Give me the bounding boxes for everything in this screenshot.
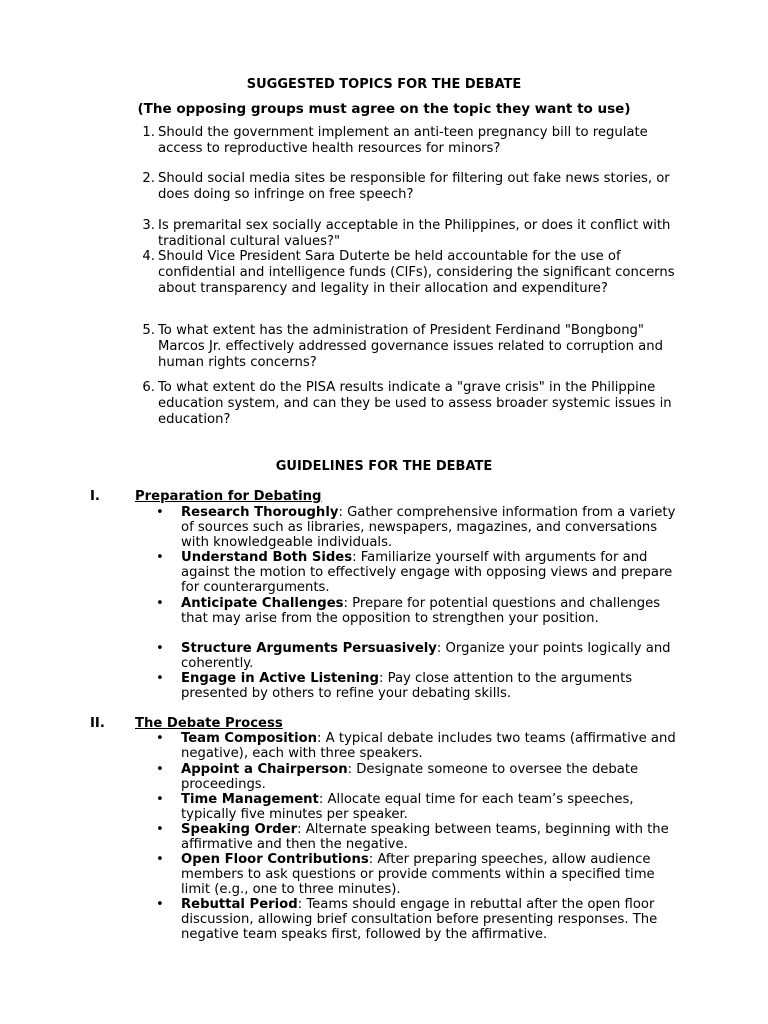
bullet-icon: • xyxy=(156,792,164,807)
page-title: SUGGESTED TOPICS FOR THE DEBATE xyxy=(246,77,522,92)
topic-text: To what extent has the administration of President Ferdinand "Bongbong" Marcos Jr. effectively addressed governance issues related to corruption and human rights concerns? xyxy=(158,323,663,370)
item-term: Research Thoroughly xyxy=(181,505,339,520)
item-term: Engage in Active Listening xyxy=(181,671,379,686)
item-description: : Teams should engage in rebuttal after the open floor discussion, allowing brief consultation before presenting responses. The negative team speaks first, followed by the affirmative. xyxy=(181,897,658,943)
item-description: : Pay close attention to the arguments presented by others to refine your debating skills. xyxy=(181,671,633,702)
topic-number: 2. xyxy=(142,171,155,186)
item-term: Speaking Order xyxy=(181,822,298,837)
item-term: Rebuttal Period xyxy=(181,897,298,912)
item-description: : Designate someone to oversee the debate proceedings. xyxy=(181,762,639,793)
topic-number: 4. xyxy=(142,249,155,264)
topic-number: 5. xyxy=(142,323,155,338)
bullet-icon: • xyxy=(156,550,164,565)
item-description: : Prepare for potential questions and challenges that may arise from the opposition to strengthen your position. xyxy=(181,596,661,627)
section-numeral: II. xyxy=(90,716,105,731)
bullet-icon: • xyxy=(156,822,164,837)
topic-text: Should the government implement an anti-teen pregnancy bill to regulate access to reproductive health resources for minors? xyxy=(158,125,648,156)
topic-text: Should Vice President Sara Duterte be held accountable for the use of confidential and intelligence funds (CIFs), considering the significant concerns about transparency and legality in their allocation and expenditure? xyxy=(158,249,675,296)
page-subtitle: (The opposing groups must agree on the topic they want to use) xyxy=(137,101,631,117)
item-term: Understand Both Sides xyxy=(181,550,353,565)
bullet-icon: • xyxy=(156,852,164,867)
section-title: The Debate Process xyxy=(135,716,283,731)
bullet-icon: • xyxy=(156,897,164,912)
topic-number: 6. xyxy=(142,380,155,395)
bullet-icon: • xyxy=(156,596,164,611)
item-term: Open Floor Contributions xyxy=(181,852,369,867)
item-term: Appoint a Chairperson xyxy=(181,762,348,777)
bullet-icon: • xyxy=(156,762,164,777)
item-description: : Gather comprehensive information from a variety of sources such as libraries, newspapers, magazines, and conversations with knowledgeable individuals. xyxy=(181,505,676,551)
bullet-icon: • xyxy=(156,641,164,656)
section-title: Preparation for Debating xyxy=(135,489,322,504)
bullet-icon: • xyxy=(156,505,164,520)
guidelines-title: GUIDELINES FOR THE DEBATE xyxy=(275,459,493,474)
item-description: : A typical debate includes two teams (affirmative and negative), each with three speakers. xyxy=(181,731,676,762)
topic-number: 1. xyxy=(142,125,155,140)
item-term: Anticipate Challenges xyxy=(181,596,344,611)
item-term: Structure Arguments Persuasively xyxy=(181,641,437,656)
topic-text: To what extent do the PISA results indicate a "grave crisis" in the Philippine education system, and can they be used to assess broader systemic issues in education? xyxy=(158,380,672,427)
bullet-icon: • xyxy=(156,731,164,746)
topic-text: Is premarital sex socially acceptable in the Philippines, or does it conflict with traditional cultural values?" xyxy=(158,218,671,249)
topic-text: Should social media sites be responsible for filtering out fake news stories, or does doing so infringe on free speech? xyxy=(158,171,670,202)
item-description: : After preparing speeches, allow audience members to ask questions or provide comments within a specified time limit (e.g., one to three minutes). xyxy=(181,852,655,898)
bullet-icon: • xyxy=(156,671,164,686)
topic-number: 3. xyxy=(142,218,155,233)
item-term: Team Composition xyxy=(181,731,318,746)
item-description: : Organize your points logically and coherently. xyxy=(181,641,671,672)
item-description: : Alternate speaking between teams, beginning with the affirmative and then the negative. xyxy=(181,822,669,853)
item-description: : Familiarize yourself with arguments for and against the motion to effectively engage with opposing views and prepare for counterarguments. xyxy=(181,550,673,596)
item-description: : Allocate equal time for each team’s speeches, typically five minutes per speaker. xyxy=(181,792,634,823)
section-numeral: I. xyxy=(90,489,100,504)
item-term: Time Management xyxy=(181,792,319,807)
